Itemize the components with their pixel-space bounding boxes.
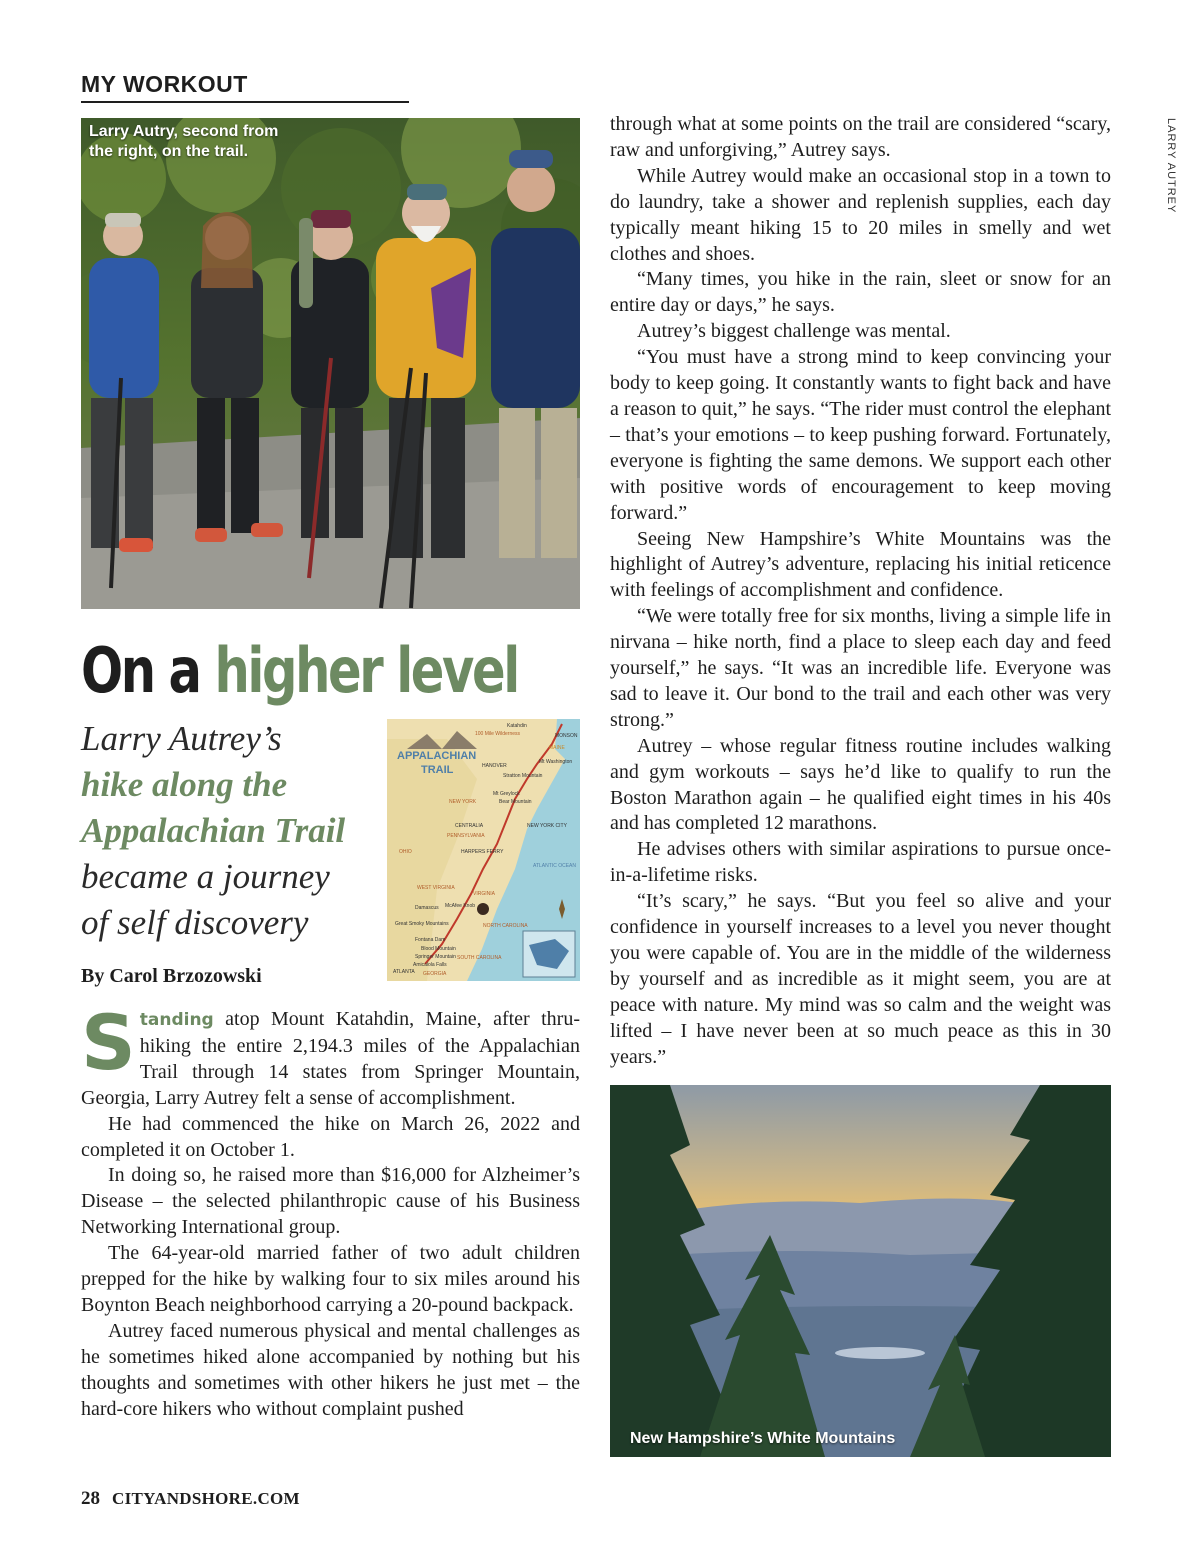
map-label: SOUTH CAROLINA xyxy=(457,955,502,961)
article-paragraph: “Many times, you hike in the rain, sleet or snow for an entire day or days,” he says. xyxy=(610,268,1111,317)
map-label: GEORGIA xyxy=(423,971,447,977)
map-label: OHIO xyxy=(399,849,412,855)
photo-caption xyxy=(89,122,278,162)
map-label: Mt Washington xyxy=(539,759,573,765)
article-paragraph: Autrey’s biggest challenge was mental. xyxy=(637,320,951,343)
map-label: Springer Mountain xyxy=(415,954,456,960)
photo-credit-text: LARRY AUTREY xyxy=(1165,118,1177,214)
deck-line-accent: hike along the xyxy=(81,765,288,804)
trail-map xyxy=(387,719,580,981)
map-label: 100 Mile Wilderness xyxy=(475,731,521,737)
map-label: Fontana Dam xyxy=(415,937,446,943)
article-paragraph: Autrey faced numerous physical and mental challenges as he sometimes hiked alone accompanied by nothing but his thoughts and sometimes with other hikers he just met – the hard-core hikers who without complaint pushed xyxy=(81,1319,580,1420)
map-title: TRAIL xyxy=(421,764,454,776)
byline: By Carol Brzozowski xyxy=(81,965,262,987)
map-label: Katahdin xyxy=(507,723,527,729)
map-label: MONSON xyxy=(555,733,578,739)
map-label: ATLANTA xyxy=(393,969,415,975)
photo-caption-line: Larry Autry, second from xyxy=(89,123,279,140)
article-paragraph: He had commenced the hike on March 26, 2022 and completed it on October 1. xyxy=(81,1112,580,1161)
article-paragraph: through what at some points on the trail are considered “scary, raw and unforgiving,” Autrey says. xyxy=(610,113,1111,161)
article-column-left xyxy=(81,998,581,1423)
lead-word: tanding xyxy=(139,1010,214,1030)
article-paragraph: While Autrey would make an occasional stop in a town to do laundry, take a shower and replenish supplies, each day typically meant hiking 15 to 20 miles in smelly and wet clothes and shoes. xyxy=(610,164,1111,265)
map-label: MAINE xyxy=(549,745,565,751)
mountains-photo xyxy=(610,1085,1111,1457)
article-paragraph: In doing so, he raised more than $16,000 for Alzheimer’s Disease – the selected philanthropic cause of his Business Networking International group. xyxy=(81,1164,580,1239)
paragraph-text: atop Mount Katahdin, Maine, after thru-hiking the entire 2,194.3 miles of the Appalachian Trail through 14 states from Springer Mountain, Georgia, Larry Autrey felt a sense of accomplishment. xyxy=(81,1008,581,1109)
map-label: CENTRALIA xyxy=(455,823,484,829)
map-label: Blood Mountain xyxy=(421,946,456,952)
page-number: 28 xyxy=(81,1488,100,1509)
map-label: Mt Greylock xyxy=(493,791,520,797)
map-label: Great Smoky Mountains xyxy=(395,921,449,927)
article-paragraph: The 64-year-old married father of two adult children prepped for the hike by walking four to six miles around his Boynton Beach neighborhood carrying a 20-pound backpack. xyxy=(81,1242,580,1316)
map-label: Stratton Mountain xyxy=(503,773,543,779)
map-label: Damascus xyxy=(415,905,439,911)
drop-cap: S xyxy=(81,998,136,1087)
map-label: NEW YORK CITY xyxy=(527,823,567,829)
map-label: McAfee Knob xyxy=(445,903,476,909)
map-label: NEW YORK xyxy=(449,799,477,805)
headline-accent: higher level xyxy=(214,634,518,707)
headline xyxy=(81,628,518,714)
map-label: Amicalola Falls xyxy=(413,962,447,968)
article-paragraph: “You must have a strong mind to keep convincing your body to keep going. It constantly wants to fight back and have a reason to quit,” he says. “The rider must control the elephant – that’s your emotions – to keep pushing forward. Fortunately, everyone is fighting the same demons. We support each other with positive words of encouragement to keep moving forward.” xyxy=(610,346,1111,524)
deck xyxy=(81,716,381,946)
article-paragraph: “We were totally free for six months, living a simple life in nirvana – hike north, find a place to sleep each day and feed yourself,” he says. “It was an incredible life. Everyone was sad to leave it. Our bond to the trail and each other was very strong.” xyxy=(610,605,1111,731)
deck-line: of self discovery xyxy=(81,903,309,942)
deck-line: Larry Autrey’s xyxy=(81,719,282,758)
deck-line: became a journey xyxy=(81,857,330,896)
deck-line-accent: Appalachian Trail xyxy=(81,811,346,850)
map-label: Bear Mountain xyxy=(499,799,532,805)
photo-caption-line: the right, on the trail. xyxy=(89,143,249,160)
photo-caption: New Hampshire’s White Mountains xyxy=(630,1430,896,1447)
article-column-right xyxy=(610,112,1111,1071)
article-paragraph: Seeing New Hampshire’s White Mountains was the highlight of Autrey’s adventure, replacing his initial reticence with feelings of accomplishment and confidence. xyxy=(610,527,1111,602)
headline-part: On a xyxy=(81,634,200,707)
map-label: HANOVER xyxy=(482,763,507,769)
map-label: WEST VIRGINIA xyxy=(417,885,455,891)
page-footer xyxy=(81,1488,300,1510)
article-paragraph xyxy=(81,998,581,1112)
article-paragraph: He advises others with similar aspirations to pursue once-in-a-lifetime risks. xyxy=(610,838,1111,887)
article-paragraph: “It’s scary,” he says. “But you feel so alive and your confidence in yourself increases to a level you never thought you were capable of. You are in the middle of the wilderness by yourself and as incredible as it might seem, you are at peace with nature. My mind was so calm and the weight was lifted – I have never been at so much peace as this in 30 years.” xyxy=(610,890,1111,1068)
site-url: CITYANDSHORE.COM xyxy=(112,1489,300,1508)
article-paragraph: Autrey – whose regular fitness routine includes walking and gym workouts – says he’d like to qualify to run the Boston Marathon again – he qualified eight times in his 40s and has completed 12 marathons. xyxy=(610,734,1111,835)
map-label: NORTH CAROLINA xyxy=(483,923,528,929)
map-label: PENNSYLVANIA xyxy=(447,833,485,839)
section-label: MY WORKOUT xyxy=(81,70,409,103)
map-label: ATLANTIC OCEAN xyxy=(533,863,576,869)
map-label: VIRGINIA xyxy=(473,891,495,897)
map-label: HARPERS FERRY xyxy=(461,849,504,855)
photo-credit xyxy=(1130,118,1200,214)
hikers-photo xyxy=(81,118,580,609)
map-title: APPALACHIAN xyxy=(397,750,477,762)
